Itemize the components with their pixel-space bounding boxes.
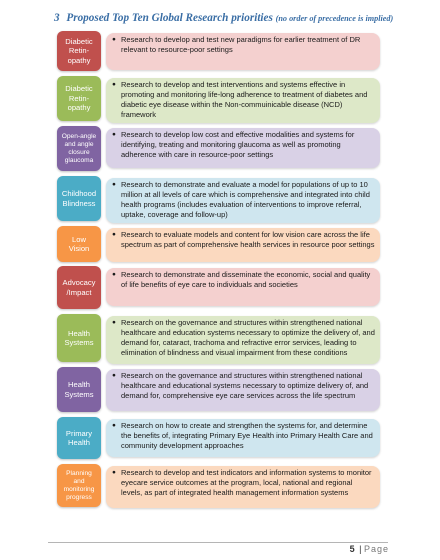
priority-row — [57, 367, 380, 412]
priority-row — [57, 464, 380, 507]
priority-category-label: Diabetic Retin- opathy — [57, 31, 101, 71]
priority-description: Research to develop low cost and effective modalities and systems for identifying, treating and monitoring glaucoma as well as promoting adherence with care in resource-poor settings — [121, 130, 355, 159]
priority-category-label: Planning and monitoring progress — [57, 464, 101, 507]
priority-description-panel — [106, 419, 380, 457]
bullet-icon: ● — [112, 372, 116, 379]
priority-category-label: Diabetic Retin- opathy — [57, 76, 101, 121]
priority-category-label: Open-angle and angle closure glaucoma — [57, 126, 101, 171]
priority-category-label: Health Systems — [57, 367, 101, 412]
priority-row — [57, 31, 380, 71]
priority-description-panel — [106, 466, 380, 508]
priority-description: Research on the governance and structures within strengthened national healthcare and educational systems necessary to optimize delivery of, and demand for, comprehensive eye care services across the life spectrum — [121, 371, 369, 400]
page-number: 5 — [349, 544, 355, 554]
priority-category-label: Low Vision — [57, 226, 101, 262]
priority-row — [57, 266, 380, 309]
section-title: Proposed Top Ten Global Research priorities — [66, 12, 273, 24]
priority-description-panel — [106, 178, 380, 223]
page-separator: | — [359, 544, 362, 554]
priority-category-label: Childhood Blindness — [57, 176, 101, 221]
footer-divider — [48, 542, 388, 543]
priority-row — [57, 76, 380, 121]
section-note: (no order of precedence is implied) — [275, 14, 394, 23]
priority-row — [57, 176, 380, 221]
bullet-icon: ● — [112, 271, 116, 278]
page-footer — [329, 544, 389, 554]
bullet-icon: ● — [112, 181, 116, 188]
priority-row — [57, 126, 380, 171]
bullet-icon: ● — [112, 422, 116, 429]
priority-description-panel — [106, 228, 380, 262]
priority-description: Research to develop and test interventions and systems effective in promoting and monitoring life-long adherence to treatment of diabetes and diabetic eye disease within the Non-commuinicable disease (NCD) framework — [121, 80, 368, 119]
priority-description-panel — [106, 33, 380, 70]
priority-description: Research on the governance and structures within strengthened national healthcare and education systems necessary to optimize the delivery of, and demand for, cataract, trachoma and refractive error services, leading to elimination of blindness and visual impairment from these conditions — [121, 318, 375, 357]
bullet-icon: ● — [112, 131, 116, 138]
section-heading — [54, 12, 434, 24]
priority-row — [57, 417, 380, 459]
priority-description-panel — [106, 268, 380, 306]
priority-category-label: Health Systems — [57, 314, 101, 362]
priority-category-label: Advocacy /Impact — [57, 266, 101, 309]
priority-description-panel — [106, 128, 380, 168]
priority-description: Research on how to create and strengthen the systems for, and determine the benefits of, integrating Primary Eye Health into Primary Health Care and community development approaches — [121, 421, 373, 450]
bullet-icon: ● — [112, 231, 116, 238]
priority-description-panel — [106, 78, 380, 123]
priority-category-label: Primary Health — [57, 417, 101, 459]
bullet-icon: ● — [112, 469, 116, 476]
bullet-icon: ● — [112, 81, 116, 88]
priority-description: Research to develop and test new paradigms for earlier treatment of DR relevant to resource-poor settings — [121, 35, 361, 54]
priority-row — [57, 226, 380, 262]
bullet-icon: ● — [112, 36, 116, 43]
priority-description: Research to demonstrate and disseminate the economic, social and quality of life benefits of eye care to individuals and societies — [121, 270, 371, 289]
page-word: Page — [363, 544, 389, 554]
priority-description: Research to evaluate models and content for low vision care across the life spectrum as part of comprehensive health services in resource poor settings — [121, 230, 375, 249]
priority-description: Research to develop and test indicators and information systems to monitor eyecare service outcomes at the program, local, national and regional levels, as part of integrated health management information systems — [121, 468, 372, 497]
bullet-icon: ● — [112, 319, 116, 326]
priority-description: Research to demonstrate and evaluate a model for populations of up to 10 million at all levels of care which is comprehensive and integrated into child health programs (includes evaluation of interventions to improve referral, uptake, coverage and follow-up) — [121, 180, 370, 219]
priority-description-panel — [106, 369, 380, 411]
priority-description-panel — [106, 316, 380, 364]
priority-row — [57, 314, 380, 362]
section-number: 3 — [54, 12, 60, 24]
